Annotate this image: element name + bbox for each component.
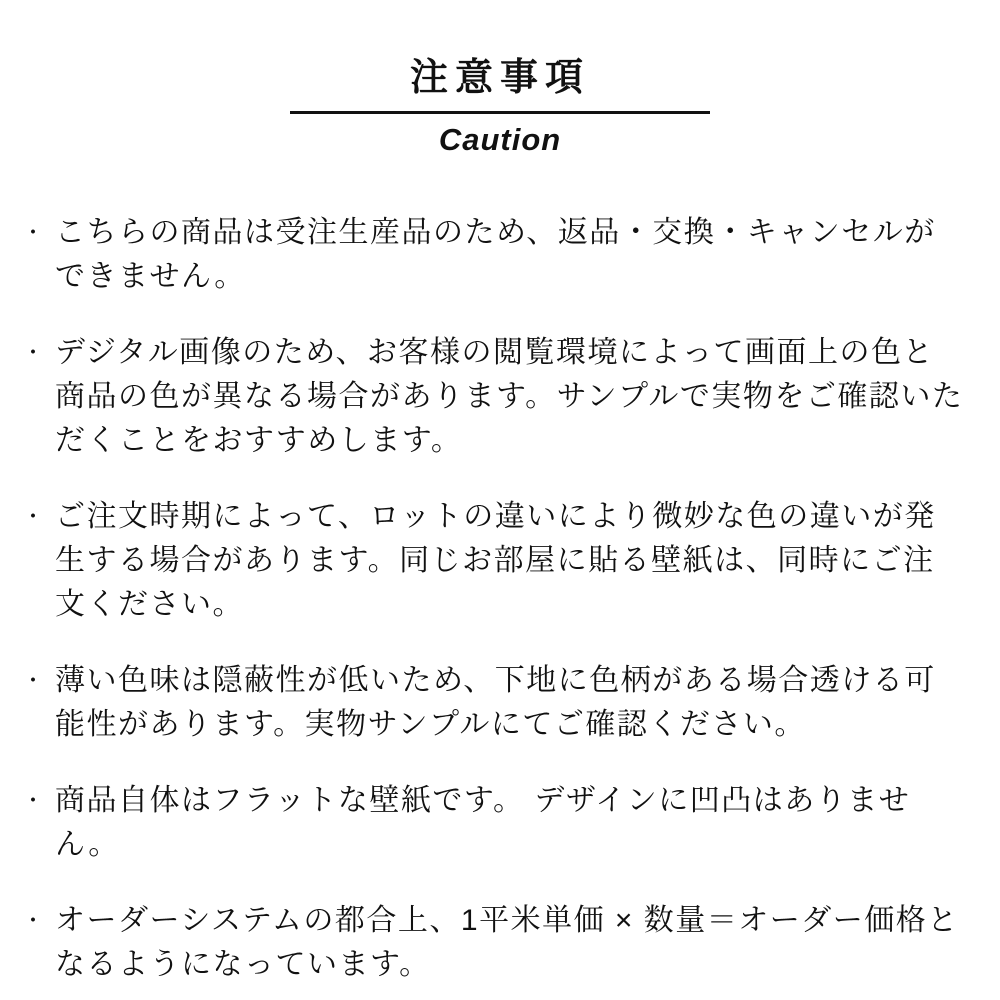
- notice-list: [0, 211, 1000, 987]
- bullet-marker: ・: [22, 668, 45, 694]
- list-item: [18, 899, 964, 987]
- list-item: [18, 331, 964, 463]
- title-divider: [290, 111, 710, 114]
- bullet-marker: ・: [22, 908, 45, 934]
- notice-text: オーダーシステムの都合上、1平米単価 × 数量＝オーダー価格となるようになっています。: [55, 904, 959, 982]
- bullet-marker: ・: [22, 340, 45, 366]
- notice-text: 商品自体はフラットな壁紙です。 デザインに凹凸はありません。: [55, 784, 911, 862]
- list-item: [18, 495, 964, 627]
- page-subtitle: Caution: [438, 121, 562, 157]
- notice-text: ご注文時期によって、ロットの違いにより微妙な色の違いが発生する場合があります。同じお部屋に貼る壁紙は、同時にご注文ください。: [55, 500, 936, 622]
- notice-text: デジタル画像のため、お客様の閲覧環境によって画面上の色と商品の色が異なる場合があります。サンプルで実物をご確認いただくことをおすすめします。: [55, 336, 964, 458]
- list-item: [18, 211, 964, 299]
- page-header: [0, 56, 1000, 159]
- page-title: 注意事項: [409, 57, 590, 99]
- bullet-marker: ・: [22, 788, 45, 814]
- list-item: [18, 659, 964, 747]
- bullet-marker: ・: [22, 220, 45, 246]
- bullet-marker: ・: [22, 504, 45, 530]
- list-item: [18, 779, 964, 867]
- notice-text: 薄い色味は隠蔽性が低いため、下地に色柄がある場合透ける可能性があります。実物サンプルにてご確認ください。: [55, 664, 936, 742]
- notice-text: こちらの商品は受注生産品のため、返品・交換・キャンセルができません。: [55, 216, 936, 294]
